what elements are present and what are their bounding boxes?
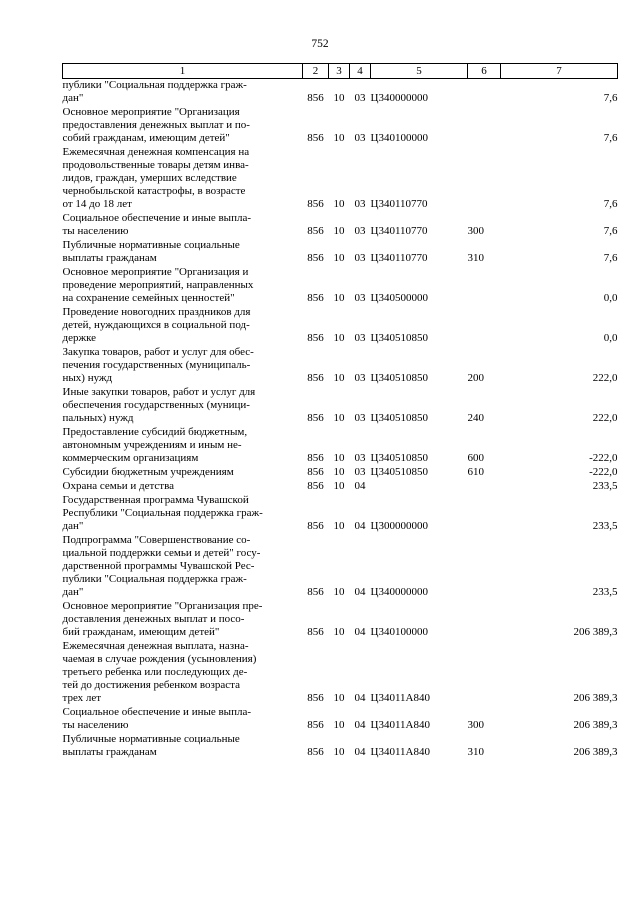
row-name-line: ных) нужд: [62, 372, 113, 384]
expense-type-code: [468, 494, 501, 534]
grbs-code: 856: [307, 412, 324, 424]
amount: 7,6: [603, 225, 618, 237]
row-name-line: трех лет: [62, 692, 102, 704]
row-name-line: публики "Социальная поддержка граж-: [62, 573, 247, 585]
table-row: [63, 706, 618, 733]
subsection-code: 04: [354, 746, 366, 758]
target-article-code: Ц340510850: [370, 332, 428, 344]
row-name-line: печения государственных (муниципаль-: [62, 359, 251, 371]
row-name-line: Государственная программа Чувашской: [62, 494, 249, 506]
table-row: [63, 146, 618, 212]
expense-type-code: 310: [467, 746, 484, 758]
target-article-code: Ц340000000: [370, 586, 428, 598]
subsection-code: 03: [354, 372, 366, 384]
row-name-line: лидов, граждан, умерших вследствие: [62, 172, 237, 184]
row-name-line: обеспечения государственных (муници-: [62, 399, 250, 411]
subsection-code: 03: [354, 225, 366, 237]
expense-type-code: 200: [467, 372, 484, 384]
row-name-line: Публичные нормативные социальные: [62, 239, 240, 251]
row-name-line: доставления денежных выплат и посо-: [62, 613, 245, 625]
row-name-line: Подпрограмма "Совершенствование со-: [62, 534, 251, 546]
row-name-line: Ежемесячная денежная выплата, назна-: [62, 640, 249, 652]
row-name-line: дан": [62, 520, 84, 532]
amount: 206 389,3: [573, 626, 618, 638]
subsection-code: 04: [354, 586, 366, 598]
section-code: 10: [333, 746, 345, 758]
target-article-code: Ц340110770: [370, 198, 428, 210]
amount: 7,6: [603, 252, 618, 264]
amount: 233,5: [592, 586, 618, 598]
section-code: 10: [333, 452, 345, 464]
row-name: [63, 706, 303, 733]
row-name: [63, 306, 303, 346]
expense-type-code: 300: [467, 719, 484, 731]
subsection-code: 04: [354, 626, 366, 638]
page-number: 752: [311, 38, 329, 50]
grbs-code: 856: [307, 719, 324, 731]
row-name-line: циальной поддержки семьи и детей" госу-: [62, 547, 261, 559]
section-code: 10: [333, 480, 345, 492]
row-name: [63, 733, 303, 760]
target-article-code: Ц340000000: [370, 92, 428, 104]
row-name: [63, 106, 303, 146]
row-name-line: на сохранение семейных ценностей": [62, 292, 235, 304]
amount: 233,5: [592, 480, 618, 492]
target-article-code: Ц34011А840: [370, 746, 430, 758]
amount: -222,0: [589, 466, 618, 478]
section-code: 10: [333, 92, 345, 104]
target-article-code: Ц34011А840: [370, 692, 430, 704]
row-name: [63, 534, 303, 600]
section-code: 10: [333, 198, 345, 210]
target-article-code: Ц340500000: [370, 292, 428, 304]
row-name: [63, 466, 303, 480]
grbs-code: 856: [307, 746, 324, 758]
row-name: [63, 494, 303, 534]
grbs-code: 856: [307, 198, 324, 210]
expense-type-code: 610: [467, 466, 484, 478]
table-row: [63, 494, 618, 534]
table-row: [63, 466, 618, 480]
section-code: 10: [333, 692, 345, 704]
row-name-line: Социальное обеспечение и иные выпла-: [62, 706, 251, 718]
section-code: 10: [333, 466, 345, 478]
row-name-line: детей, нуждающихся в социальной под-: [62, 319, 250, 331]
row-name: [63, 79, 303, 107]
subsection-code: 03: [354, 252, 366, 264]
expense-type-code: 600: [467, 452, 484, 464]
row-name-line: Основное мероприятие "Организация пре-: [62, 600, 263, 612]
amount: 0,0: [603, 292, 618, 304]
subsection-code: 04: [354, 692, 366, 704]
row-name-line: Республики "Социальная поддержка граж-: [62, 507, 263, 519]
row-name-line: Публичные нормативные социальные: [62, 733, 240, 745]
target-article-code: Ц340110770: [370, 225, 428, 237]
row-name-line: Охрана семьи и детства: [62, 480, 175, 492]
row-name-line: Субсидии бюджетным учреждениям: [62, 466, 234, 478]
expense-type-code: [468, 79, 501, 107]
column-header: 2: [303, 64, 329, 79]
target-article-code: Ц300000000: [370, 520, 428, 532]
subsection-code: 03: [354, 198, 366, 210]
amount: 7,6: [603, 132, 618, 144]
expense-type-code: 310: [467, 252, 484, 264]
expense-type-code: [468, 480, 501, 494]
row-name-line: публики "Социальная поддержка граж-: [62, 79, 247, 91]
section-code: 10: [333, 252, 345, 264]
subsection-code: 03: [354, 132, 366, 144]
table-row: [63, 426, 618, 466]
row-name-line: Закупка товаров, работ и услуг для обес-: [62, 346, 254, 358]
row-name-line: бий гражданам, имеющим детей": [62, 626, 220, 638]
target-article-code: Ц340100000: [370, 132, 428, 144]
table-header-row: [63, 64, 618, 79]
target-article-code: Ц340510850: [370, 412, 428, 424]
row-name-line: дарственной программы Чувашской Рес-: [62, 560, 255, 572]
expense-type-code: [468, 640, 501, 706]
row-name-line: предоставления денежных выплат и по-: [62, 119, 250, 131]
subsection-code: 03: [354, 412, 366, 424]
subsection-code: 03: [354, 452, 366, 464]
table-row: [63, 239, 618, 266]
row-name: [63, 239, 303, 266]
amount: 222,0: [592, 372, 618, 384]
section-code: 10: [333, 520, 345, 532]
row-name-line: Основное мероприятие "Организация: [62, 106, 240, 118]
row-name-line: ты населению: [62, 719, 129, 731]
row-name: [63, 212, 303, 239]
subsection-code: 03: [354, 332, 366, 344]
section-code: 10: [333, 132, 345, 144]
row-name: [63, 266, 303, 306]
table-row: [63, 600, 618, 640]
row-name-line: Иные закупки товаров, работ и услуг для: [62, 386, 256, 398]
row-name-line: коммерческим организациям: [62, 452, 199, 464]
column-header: 3: [329, 64, 350, 79]
grbs-code: 856: [307, 586, 324, 598]
grbs-code: 856: [307, 372, 324, 384]
subsection-code: 03: [354, 92, 366, 104]
section-code: 10: [333, 412, 345, 424]
row-name-line: чернобыльской катастрофы, в возрасте: [62, 185, 246, 197]
expense-type-code: [468, 534, 501, 600]
row-name-line: Основное мероприятие "Организация и: [62, 266, 249, 278]
row-name-line: пальных) нужд: [62, 412, 134, 424]
amount: 7,6: [603, 92, 618, 104]
expense-type-code: [468, 266, 501, 306]
expense-type-code: 240: [467, 412, 484, 424]
expense-type-code: [468, 106, 501, 146]
grbs-code: 856: [307, 452, 324, 464]
grbs-code: 856: [307, 132, 324, 144]
column-header: 7: [501, 64, 618, 79]
row-name: [63, 386, 303, 426]
target-article-code: [371, 480, 468, 494]
amount: 7,6: [603, 198, 618, 210]
target-article-code: Ц340510850: [370, 466, 428, 478]
row-name-line: держке: [62, 332, 97, 344]
section-code: 10: [333, 372, 345, 384]
section-code: 10: [333, 332, 345, 344]
table-row: [63, 306, 618, 346]
amount: 0,0: [603, 332, 618, 344]
row-name: [63, 640, 303, 706]
section-code: 10: [333, 292, 345, 304]
row-name: [63, 426, 303, 466]
target-article-code: Ц340510850: [370, 452, 428, 464]
target-article-code: Ц34011А840: [370, 719, 430, 731]
table-row: [63, 640, 618, 706]
row-name: [63, 346, 303, 386]
row-name: [63, 146, 303, 212]
budget-table: [62, 63, 618, 760]
column-header: 5: [371, 64, 468, 79]
grbs-code: 856: [307, 480, 324, 492]
row-name-line: собий гражданам, имеющим детей": [62, 132, 230, 144]
table-row: [63, 346, 618, 386]
subsection-code: 03: [354, 292, 366, 304]
table-row: [63, 106, 618, 146]
subsection-code: 03: [354, 466, 366, 478]
section-code: 10: [333, 626, 345, 638]
table-row: [63, 79, 618, 107]
row-name-line: дан": [62, 92, 84, 104]
amount: 206 389,3: [573, 746, 618, 758]
expense-type-code: [468, 600, 501, 640]
section-code: 10: [333, 225, 345, 237]
row-name-line: третьего ребенка или последующих де-: [62, 666, 248, 678]
amount: 233,5: [592, 520, 618, 532]
row-name-line: Ежемесячная денежная компенсация на: [62, 146, 250, 158]
table-row: [63, 534, 618, 600]
row-name-line: от 14 до 18 лет: [62, 198, 132, 210]
table-row: [63, 386, 618, 426]
grbs-code: 856: [307, 332, 324, 344]
section-code: 10: [333, 719, 345, 731]
row-name-line: Предоставление субсидий бюджетным,: [62, 426, 248, 438]
row-name-line: ты населению: [62, 225, 129, 237]
table-row: [63, 212, 618, 239]
grbs-code: 856: [307, 225, 324, 237]
column-header: 6: [468, 64, 501, 79]
row-name-line: чаемая в случае рождения (усыновления): [62, 653, 257, 665]
row-name-line: Социальное обеспечение и иные выпла-: [62, 212, 251, 224]
table-row: [63, 266, 618, 306]
row-name: [63, 480, 303, 494]
row-name-line: продовольственные товары детям инва-: [62, 159, 249, 171]
subsection-code: 04: [354, 719, 366, 731]
amount: 206 389,3: [573, 692, 618, 704]
grbs-code: 856: [307, 466, 324, 478]
grbs-code: 856: [307, 92, 324, 104]
amount: -222,0: [589, 452, 618, 464]
table-row: [63, 480, 618, 494]
expense-type-code: [468, 306, 501, 346]
row-name-line: выплаты гражданам: [62, 746, 157, 758]
row-name-line: проведение мероприятий, направленных: [62, 279, 254, 291]
subsection-code: 04: [354, 520, 366, 532]
column-header: 4: [350, 64, 371, 79]
section-code: 10: [333, 586, 345, 598]
target-article-code: Ц340110770: [370, 252, 428, 264]
subsection-code: 04: [354, 480, 366, 492]
column-header: 1: [63, 64, 303, 79]
row-name-line: Проведение новогодних праздников для: [62, 306, 251, 318]
target-article-code: Ц340510850: [370, 372, 428, 384]
grbs-code: 856: [307, 292, 324, 304]
grbs-code: 856: [307, 520, 324, 532]
row-name: [63, 600, 303, 640]
expense-type-code: [468, 146, 501, 212]
target-article-code: Ц340100000: [370, 626, 428, 638]
amount: 206 389,3: [573, 719, 618, 731]
expense-type-code: 300: [467, 225, 484, 237]
amount: 222,0: [592, 412, 618, 424]
row-name-line: тей до достижения ребенком возраста: [62, 679, 240, 691]
row-name-line: автономным учреждениям и иным не-: [62, 439, 242, 451]
table-row: [63, 733, 618, 760]
grbs-code: 856: [307, 692, 324, 704]
row-name-line: дан": [62, 586, 84, 598]
grbs-code: 856: [307, 626, 324, 638]
table-body: [63, 79, 618, 761]
row-name-line: выплаты гражданам: [62, 252, 157, 264]
grbs-code: 856: [307, 252, 324, 264]
